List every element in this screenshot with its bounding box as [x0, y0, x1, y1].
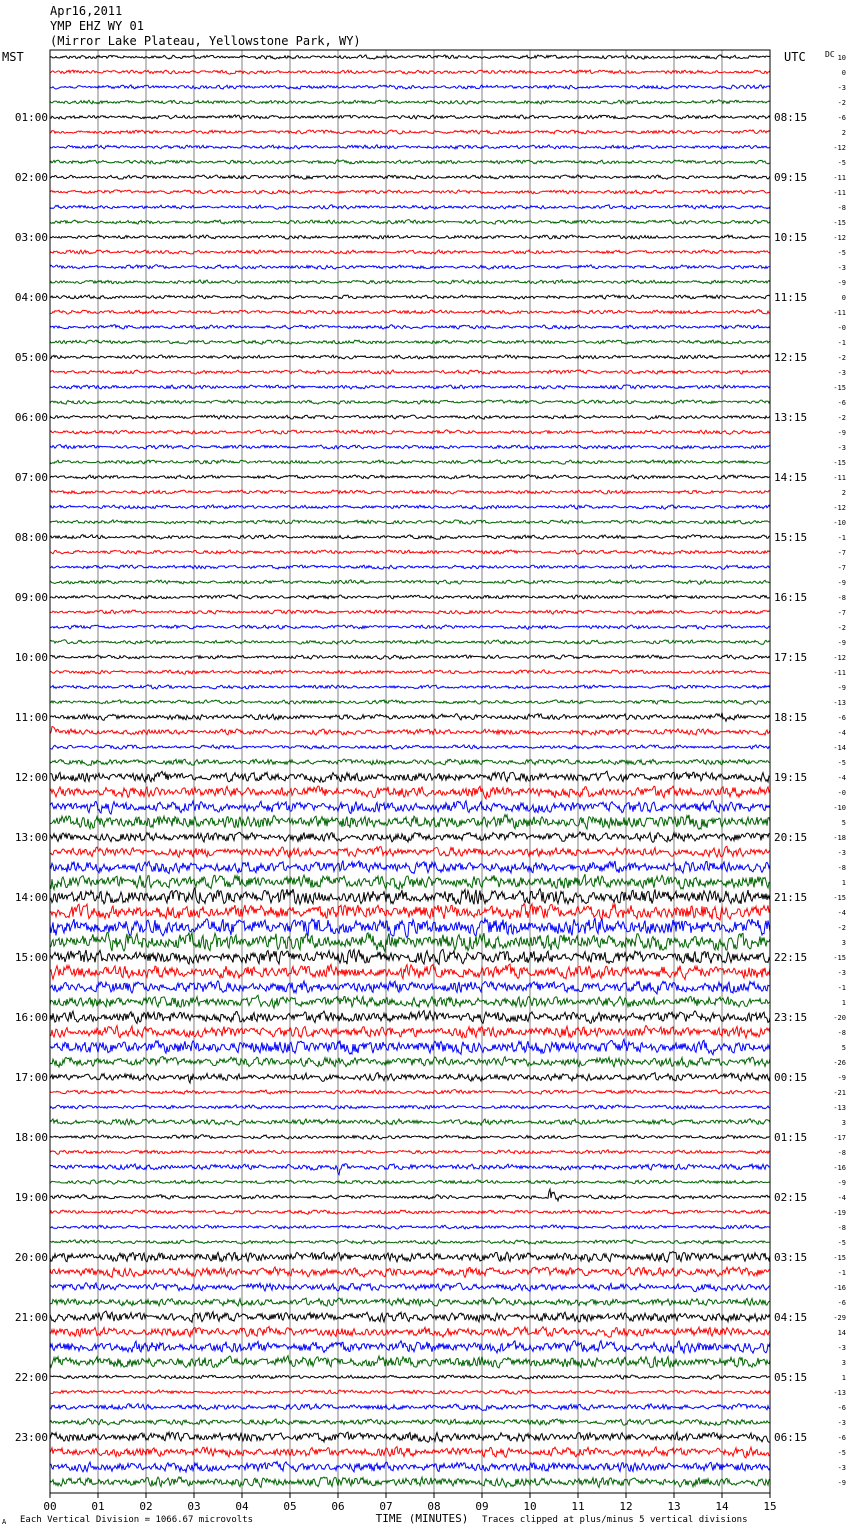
dc-offset-label: -2	[837, 354, 846, 362]
trace-line	[50, 475, 770, 479]
trace-line	[50, 1210, 770, 1214]
right-hour-label: 19:15	[774, 771, 808, 784]
dc-offset-label: -11	[833, 189, 846, 197]
trace-line	[50, 445, 770, 450]
trace-line	[50, 713, 770, 722]
dc-offset-label: -3	[837, 369, 846, 377]
dc-offset-label: -3	[837, 264, 846, 272]
station-code: YMP EHZ WY 01	[50, 19, 144, 33]
right-hour-label: 03:15	[774, 1251, 808, 1264]
dc-offset-label: -3	[837, 1419, 846, 1427]
dc-offset-label: -7	[837, 609, 846, 617]
dc-offset-label: -26	[833, 1059, 846, 1067]
dc-offset-label: -6	[837, 1434, 846, 1442]
dc-offset-label: -2	[837, 99, 846, 107]
dc-offset-label: -13	[833, 1389, 846, 1397]
dc-offset-label: -6	[837, 114, 846, 122]
dc-offset-label: -9	[837, 1479, 846, 1487]
dc-offset-label: -3	[837, 1464, 846, 1472]
dc-offset-label: -15	[833, 894, 846, 902]
left-hour-label: 15:00	[14, 951, 48, 964]
dc-offset-label: -3	[837, 849, 846, 857]
trace-line	[50, 1011, 770, 1024]
dc-offset-label: -11	[833, 174, 846, 182]
trace-line	[50, 400, 770, 404]
dc-offset-label: -16	[833, 1164, 846, 1172]
trace-line	[50, 1341, 770, 1353]
trace-line	[50, 265, 770, 269]
x-tick-label: 10	[523, 1500, 537, 1513]
dc-offset-label: -12	[833, 234, 846, 242]
trace-line	[50, 565, 770, 569]
x-tick-label: 15	[763, 1500, 777, 1513]
trace-line	[50, 325, 770, 329]
trace-line	[50, 1267, 770, 1278]
dc-offset-label: -13	[833, 1104, 846, 1112]
trace-line	[50, 832, 770, 842]
dc-offset-label: 2	[841, 489, 846, 497]
right-hour-label: 18:15	[774, 711, 808, 724]
x-tick-label: 00	[43, 1500, 57, 1513]
right-timezone-label: UTC	[784, 50, 806, 64]
dc-offset-label: -9	[837, 684, 846, 692]
trace-line	[50, 1252, 770, 1263]
trace-line	[50, 370, 770, 374]
clipping-note: Traces clipped at plus/minus 5 vertical divisions	[482, 1515, 748, 1525]
dc-offset-label: -4	[837, 774, 846, 782]
trace-line	[50, 295, 770, 299]
right-hour-label: 13:15	[774, 411, 808, 424]
trace-line	[50, 759, 770, 765]
dc-offset-label: 5	[841, 1044, 846, 1052]
trace-line	[50, 655, 770, 659]
trace-line	[50, 861, 770, 874]
right-hour-label: 09:15	[774, 171, 808, 184]
left-hour-label: 23:00	[14, 1431, 48, 1444]
x-tick-label: 06	[331, 1500, 345, 1513]
dc-offset-label: 3	[841, 939, 846, 947]
right-hour-label: 00:15	[774, 1071, 808, 1084]
x-tick-label: 01	[91, 1500, 105, 1513]
trace-line	[50, 1225, 770, 1229]
left-hour-label: 10:00	[14, 651, 48, 664]
left-hour-label: 04:00	[14, 291, 48, 304]
trace-line	[50, 85, 770, 89]
right-hour-label: 20:15	[774, 831, 808, 844]
trace-line	[50, 1180, 770, 1184]
dc-offset-label: -9	[837, 1179, 846, 1187]
left-hour-label: 03:00	[14, 231, 48, 244]
dc-offset-label: -16	[833, 1284, 846, 1292]
dc-offset-label: -5	[837, 159, 846, 167]
trace-line	[50, 100, 770, 104]
dc-offset-label: -15	[833, 459, 846, 467]
trace-line	[50, 1419, 770, 1426]
trace-line	[50, 385, 770, 389]
dc-offset-label: -6	[837, 1404, 846, 1412]
x-tick-label: 12	[619, 1500, 633, 1513]
dc-offset-label: -4	[837, 909, 846, 917]
x-axis-title: TIME (MINUTES)	[375, 1512, 469, 1525]
left-hour-label: 09:00	[14, 591, 48, 604]
dc-offset-label: -19	[833, 1209, 846, 1217]
trace-line	[50, 745, 770, 749]
trace-line	[50, 1073, 770, 1083]
left-hour-label: 22:00	[14, 1371, 48, 1384]
left-hour-label: 06:00	[14, 411, 48, 424]
x-tick-label: 02	[139, 1500, 153, 1513]
dc-offset-label: 3	[841, 1119, 846, 1127]
left-hour-label: 14:00	[14, 891, 48, 904]
dc-offset-label: 0	[841, 69, 846, 77]
trace-line	[50, 460, 770, 464]
trace-line	[50, 1189, 770, 1201]
right-hour-label: 01:15	[774, 1131, 808, 1144]
trace-line	[50, 580, 770, 585]
dc-offset-label: -20	[833, 1014, 846, 1022]
dc-offset-label: 10	[837, 54, 846, 62]
dc-offset-label: -5	[837, 249, 846, 257]
dc-offset-label: -18	[833, 834, 846, 842]
left-hour-label: 17:00	[14, 1071, 48, 1084]
dc-offset-label: -9	[837, 1074, 846, 1082]
dc-offset-label: -15	[833, 384, 846, 392]
dc-offset-label: -1	[837, 1269, 846, 1277]
trace-line	[50, 250, 770, 254]
trace-line	[50, 115, 770, 119]
dc-offset-label: -12	[833, 144, 846, 152]
dc-offset-label: -10	[833, 804, 846, 812]
right-hour-label: 08:15	[774, 111, 808, 124]
trace-line	[50, 932, 770, 951]
right-hour-label: 11:15	[774, 291, 808, 304]
trace-line	[50, 1039, 770, 1054]
trace-line	[50, 490, 770, 494]
trace-line	[50, 340, 770, 344]
trace-line	[50, 130, 770, 134]
trace-line	[50, 1327, 770, 1338]
trace-line	[50, 964, 770, 980]
trace-line	[50, 904, 770, 920]
dc-offset-label: -3	[837, 84, 846, 92]
dc-offset-label: 2	[841, 129, 846, 137]
trace-line	[50, 1164, 770, 1175]
trace-line	[50, 55, 770, 59]
x-tick-label: 14	[715, 1500, 729, 1513]
trace-line	[50, 786, 770, 799]
right-hour-label: 12:15	[774, 351, 808, 364]
dc-offset-label: -7	[837, 564, 846, 572]
dc-offset-label: -5	[837, 1239, 846, 1247]
trace-line	[50, 640, 770, 645]
trace-line	[50, 520, 770, 524]
dc-offset-label: -15	[833, 954, 846, 962]
dc-offset-label: -3	[837, 1344, 846, 1352]
trace-line	[50, 550, 770, 554]
dc-offset-label: -17	[833, 1134, 846, 1142]
right-hour-label: 21:15	[774, 891, 808, 904]
left-hour-label: 20:00	[14, 1251, 48, 1264]
x-tick-label: 07	[379, 1500, 393, 1513]
dc-offset-label: -12	[833, 654, 846, 662]
dc-offset-label: -2	[837, 624, 846, 632]
dc-offset-label: -6	[837, 1299, 846, 1307]
x-tick-label: 05	[283, 1500, 297, 1513]
dc-offset-label: 3	[841, 1359, 846, 1367]
trace-line	[50, 1404, 770, 1411]
dc-offset-label: 5	[841, 819, 846, 827]
dc-label: DC	[825, 50, 835, 59]
dc-offset-label: -5	[837, 759, 846, 767]
dc-offset-label: -6	[837, 399, 846, 407]
dc-offset-label: -4	[837, 1194, 846, 1202]
dc-offset-label: 0	[841, 294, 846, 302]
trace-line	[50, 595, 770, 599]
chart-labels	[15, 54, 846, 1513]
dc-offset-label: -11	[833, 474, 846, 482]
right-hour-label: 06:15	[774, 1431, 808, 1444]
dc-offset-label: -14	[833, 744, 846, 752]
right-hour-label: 23:15	[774, 1011, 808, 1024]
trace-line	[50, 205, 770, 209]
station-location: (Mirror Lake Plateau, Yellowstone Park, WY)	[50, 34, 361, 48]
x-tick-label: 09	[475, 1500, 489, 1513]
trace-line	[50, 1105, 770, 1109]
trace-line	[50, 1447, 770, 1458]
trace-line	[50, 1390, 770, 1394]
left-hour-label: 12:00	[14, 771, 48, 784]
right-hour-label: 04:15	[774, 1311, 808, 1324]
dc-offset-label: -1	[837, 984, 846, 992]
right-hour-label: 10:15	[774, 231, 808, 244]
dc-offset-label: -9	[837, 429, 846, 437]
dc-offset-label: 14	[837, 1329, 846, 1337]
trace-line	[50, 355, 770, 359]
left-hour-label: 16:00	[14, 1011, 48, 1024]
trace-line	[50, 670, 770, 674]
seismogram-traces	[50, 55, 770, 1488]
trace-line	[50, 771, 770, 782]
dc-offset-label: -3	[837, 444, 846, 452]
dc-offset-label: -9	[837, 639, 846, 647]
trace-line	[50, 175, 770, 179]
trace-line	[50, 1283, 770, 1292]
dc-offset-label: 1	[841, 999, 846, 1007]
dc-offset-label: 1	[841, 879, 846, 887]
dc-offset-label: -0	[837, 789, 846, 797]
right-hour-label: 22:15	[774, 951, 808, 964]
dc-offset-label: -11	[833, 309, 846, 317]
dc-offset-label: -15	[833, 1254, 846, 1262]
trace-line	[50, 70, 770, 74]
x-tick-label: 11	[571, 1500, 585, 1513]
dc-offset-label: -2	[837, 414, 846, 422]
dc-offset-label: -8	[837, 1029, 846, 1037]
plot-date: Apr16,2011	[50, 4, 123, 18]
dc-offset-label: -15	[833, 219, 846, 227]
x-tick-label: 03	[187, 1500, 201, 1513]
right-hour-label: 02:15	[774, 1191, 808, 1204]
trace-line	[50, 1119, 770, 1125]
trace-line	[50, 610, 770, 614]
trace-line	[50, 535, 770, 540]
dc-offset-label: -1	[837, 339, 846, 347]
dc-offset-label: -8	[837, 594, 846, 602]
x-tick-label: 13	[667, 1500, 681, 1513]
trace-line	[50, 145, 770, 149]
dc-offset-label: -6	[837, 714, 846, 722]
dc-offset-label: -1	[837, 534, 846, 542]
trace-line	[50, 1298, 770, 1306]
trace-line	[50, 160, 770, 164]
trace-line	[50, 220, 770, 225]
x-tick-label: 08	[427, 1500, 441, 1513]
left-hour-label: 05:00	[14, 351, 48, 364]
trace-line	[50, 190, 770, 194]
trace-line	[50, 815, 770, 830]
dc-offset-label: -8	[837, 204, 846, 212]
trace-line	[50, 1026, 770, 1039]
dc-offset-label: -7	[837, 549, 846, 557]
trace-line	[50, 430, 770, 435]
dc-offset-label: -8	[837, 1224, 846, 1232]
right-hour-label: 16:15	[774, 591, 808, 604]
dc-offset-label: -9	[837, 579, 846, 587]
dc-offset-label: -5	[837, 1449, 846, 1457]
left-hour-label: 01:00	[14, 111, 48, 124]
trace-line	[50, 1090, 770, 1095]
trace-line	[50, 995, 770, 1008]
trace-line	[50, 874, 770, 889]
trace-line	[50, 1240, 770, 1244]
left-hour-label: 08:00	[14, 531, 48, 544]
trace-line	[50, 981, 770, 994]
dc-offset-label: -8	[837, 864, 846, 872]
dc-offset-label: -13	[833, 699, 846, 707]
vertical-scale-note: Each Vertical Division = 1066.67 microvolts	[20, 1515, 253, 1525]
trace-line	[50, 888, 770, 904]
left-hour-label: 11:00	[14, 711, 48, 724]
dc-offset-label: -2	[837, 924, 846, 932]
left-hour-label: 07:00	[14, 471, 48, 484]
trace-line	[50, 505, 770, 509]
trace-line	[50, 1135, 770, 1139]
trace-line	[50, 949, 770, 964]
dc-offset-label: -11	[833, 669, 846, 677]
right-hour-label: 15:15	[774, 531, 808, 544]
right-hour-label: 17:15	[774, 651, 808, 664]
left-hour-label: 19:00	[14, 1191, 48, 1204]
dc-offset-label: 1	[841, 1374, 846, 1382]
dc-offset-label: -9	[837, 279, 846, 287]
left-hour-label: 02:00	[14, 171, 48, 184]
trace-line	[50, 1432, 770, 1442]
dc-offset-label: -4	[837, 729, 846, 737]
trace-line	[50, 1477, 770, 1488]
trace-line	[50, 625, 770, 629]
dc-offset-label: -12	[833, 504, 846, 512]
trace-line	[50, 727, 770, 736]
dc-offset-label: -3	[837, 969, 846, 977]
trace-line	[50, 280, 770, 284]
left-timezone-label: MST	[2, 50, 24, 64]
dc-offset-label: -21	[833, 1089, 846, 1097]
dc-offset-label: -0	[837, 324, 846, 332]
trace-line	[50, 918, 770, 938]
trace-line	[50, 1462, 770, 1472]
left-hour-label: 13:00	[14, 831, 48, 844]
dc-offset-label: -29	[833, 1314, 846, 1322]
right-hour-label: 14:15	[774, 471, 808, 484]
trace-line	[50, 700, 770, 704]
left-hour-label: 18:00	[14, 1131, 48, 1144]
right-hour-label: 05:15	[774, 1371, 808, 1384]
trace-line	[50, 1311, 770, 1322]
trace-line	[50, 310, 770, 315]
trace-line	[50, 1375, 770, 1379]
dc-offset-label: -8	[837, 1149, 846, 1157]
trace-line	[50, 235, 770, 239]
x-tick-label: 04	[235, 1500, 249, 1513]
left-hour-label: 21:00	[14, 1311, 48, 1324]
corner-mark: A	[2, 1518, 7, 1526]
trace-line	[50, 801, 770, 814]
trace-line	[50, 1356, 770, 1368]
trace-line	[50, 846, 770, 857]
trace-line	[50, 1150, 770, 1154]
trace-line	[50, 1057, 770, 1068]
trace-line	[50, 415, 770, 419]
trace-line	[50, 685, 770, 689]
dc-offset-label: -10	[833, 519, 846, 527]
